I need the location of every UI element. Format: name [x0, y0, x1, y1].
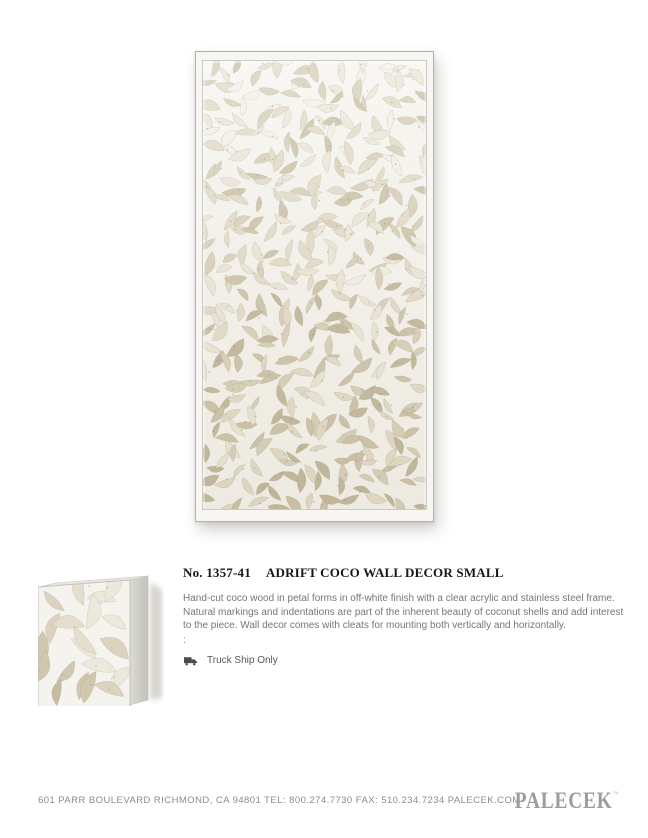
palecek-logo [514, 788, 618, 814]
logo-trademark: ™ [612, 790, 618, 798]
acrylic-glare-detail [38, 580, 130, 706]
acrylic-box-side [130, 576, 148, 705]
spec-colon: : [183, 635, 186, 646]
coco-petal-detail [38, 574, 164, 706]
logo-text: PALECEK [514, 788, 613, 813]
truck-icon [184, 656, 198, 666]
shipping-label: Truck Ship Only [207, 655, 278, 666]
cast-shadow [150, 582, 162, 700]
shipping-info-row [184, 655, 278, 666]
product-name: ADRIFT COCO WALL DECOR SMALL [265, 565, 504, 580]
product-number: No. 1357-41 [183, 565, 251, 580]
product-photo-detail-thumbnail [38, 574, 164, 706]
product-photo-main [195, 51, 434, 522]
product-title [183, 565, 633, 581]
acrylic-glare [202, 60, 427, 510]
footer-address: 601 PARR BOULEVARD RICHMOND, CA 94801 TEL: 800.274.7730 FAX: 510.234.7234 PALECEK.COM [38, 795, 521, 806]
product-description: Hand-cut coco wood in petal forms in off-white finish with a clear acrylic and stainless steel frame. Natural markings and indentations are part of the inherent beauty of coconut shells and add interest to the piece. Wall decor comes with cleats for mounting both vertically and horizontally. [183, 593, 624, 631]
coco-petal-artwork [202, 60, 427, 510]
